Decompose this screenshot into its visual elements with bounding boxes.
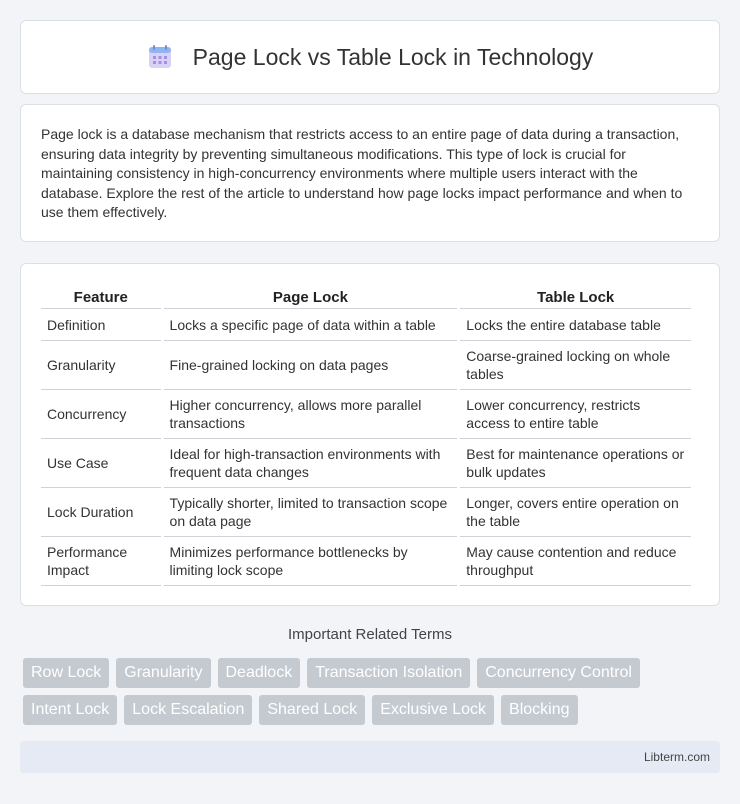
table-row xyxy=(41,390,691,439)
comparison-table-card xyxy=(20,263,720,606)
row-table-lock: Lower concurrency, restricts access to entire table xyxy=(460,390,691,439)
title-card xyxy=(20,20,720,94)
row-table-lock: Longer, covers entire operation on the table xyxy=(460,488,691,537)
table-row xyxy=(41,537,691,586)
intro-card xyxy=(20,104,720,242)
table-header-row xyxy=(41,284,691,309)
tag-shared-lock[interactable]: Shared Lock xyxy=(259,695,365,725)
row-table-lock: Locks the entire database table xyxy=(460,309,691,341)
tag-row-lock[interactable]: Row Lock xyxy=(23,658,109,688)
tag-blocking[interactable]: Blocking xyxy=(501,695,577,725)
comparison-table xyxy=(38,284,694,586)
tag-exclusive-lock[interactable]: Exclusive Lock xyxy=(372,695,494,725)
row-feature: Use Case xyxy=(41,439,161,488)
header-table-lock: Table Lock xyxy=(460,284,691,309)
tag-intent-lock[interactable]: Intent Lock xyxy=(23,695,117,725)
related-terms-title: Important Related Terms xyxy=(288,626,452,643)
header-feature: Feature xyxy=(41,284,161,309)
tag-granularity[interactable]: Granularity xyxy=(116,658,210,688)
row-page-lock: Locks a specific page of data within a table xyxy=(164,309,458,341)
footer-brand[interactable]: Libterm.com xyxy=(643,750,710,764)
row-table-lock: Best for maintenance operations or bulk updates xyxy=(460,439,691,488)
row-feature: Granularity xyxy=(41,341,161,390)
related-terms-tags xyxy=(23,658,723,725)
tag-transaction-isolation[interactable]: Transaction Isolation xyxy=(307,658,470,688)
row-feature: Performance Impact xyxy=(41,537,161,586)
row-table-lock: Coarse-grained locking on whole tables xyxy=(460,341,691,390)
tag-lock-escalation[interactable]: Lock Escalation xyxy=(124,695,252,725)
row-page-lock: Minimizes performance bottlenecks by limiting lock scope xyxy=(164,537,458,586)
page-title: Page Lock vs Table Lock in Technology xyxy=(192,43,594,70)
calendar-icon xyxy=(147,44,173,70)
header-page-lock: Page Lock xyxy=(164,284,458,309)
tag-deadlock[interactable]: Deadlock xyxy=(218,658,301,688)
row-page-lock: Ideal for high-transaction environments with frequent data changes xyxy=(164,439,458,488)
table-row xyxy=(41,309,691,341)
row-page-lock: Higher concurrency, allows more parallel transactions xyxy=(164,390,458,439)
row-feature: Definition xyxy=(41,309,161,341)
tag-concurrency-control[interactable]: Concurrency Control xyxy=(477,658,640,688)
row-page-lock: Fine-grained locking on data pages xyxy=(164,341,458,390)
table-row xyxy=(41,439,691,488)
footer xyxy=(20,741,720,773)
row-page-lock: Typically shorter, limited to transaction scope on data page xyxy=(164,488,458,537)
row-feature: Lock Duration xyxy=(41,488,161,537)
row-feature: Concurrency xyxy=(41,390,161,439)
table-row xyxy=(41,341,691,390)
table-row xyxy=(41,488,691,537)
intro-text: Page lock is a database mechanism that restricts access to an entire page of data during a transaction, ensuring data integrity by preventing simultaneous modifications. This type of lock is crucial for maintaining consistency in high-concurrency environments where multiple users interact with the database. Explore the rest of the article to understand how page locks impact performance and when to use them effectively. xyxy=(41,126,683,220)
row-table-lock: May cause contention and reduce throughput xyxy=(460,537,691,586)
